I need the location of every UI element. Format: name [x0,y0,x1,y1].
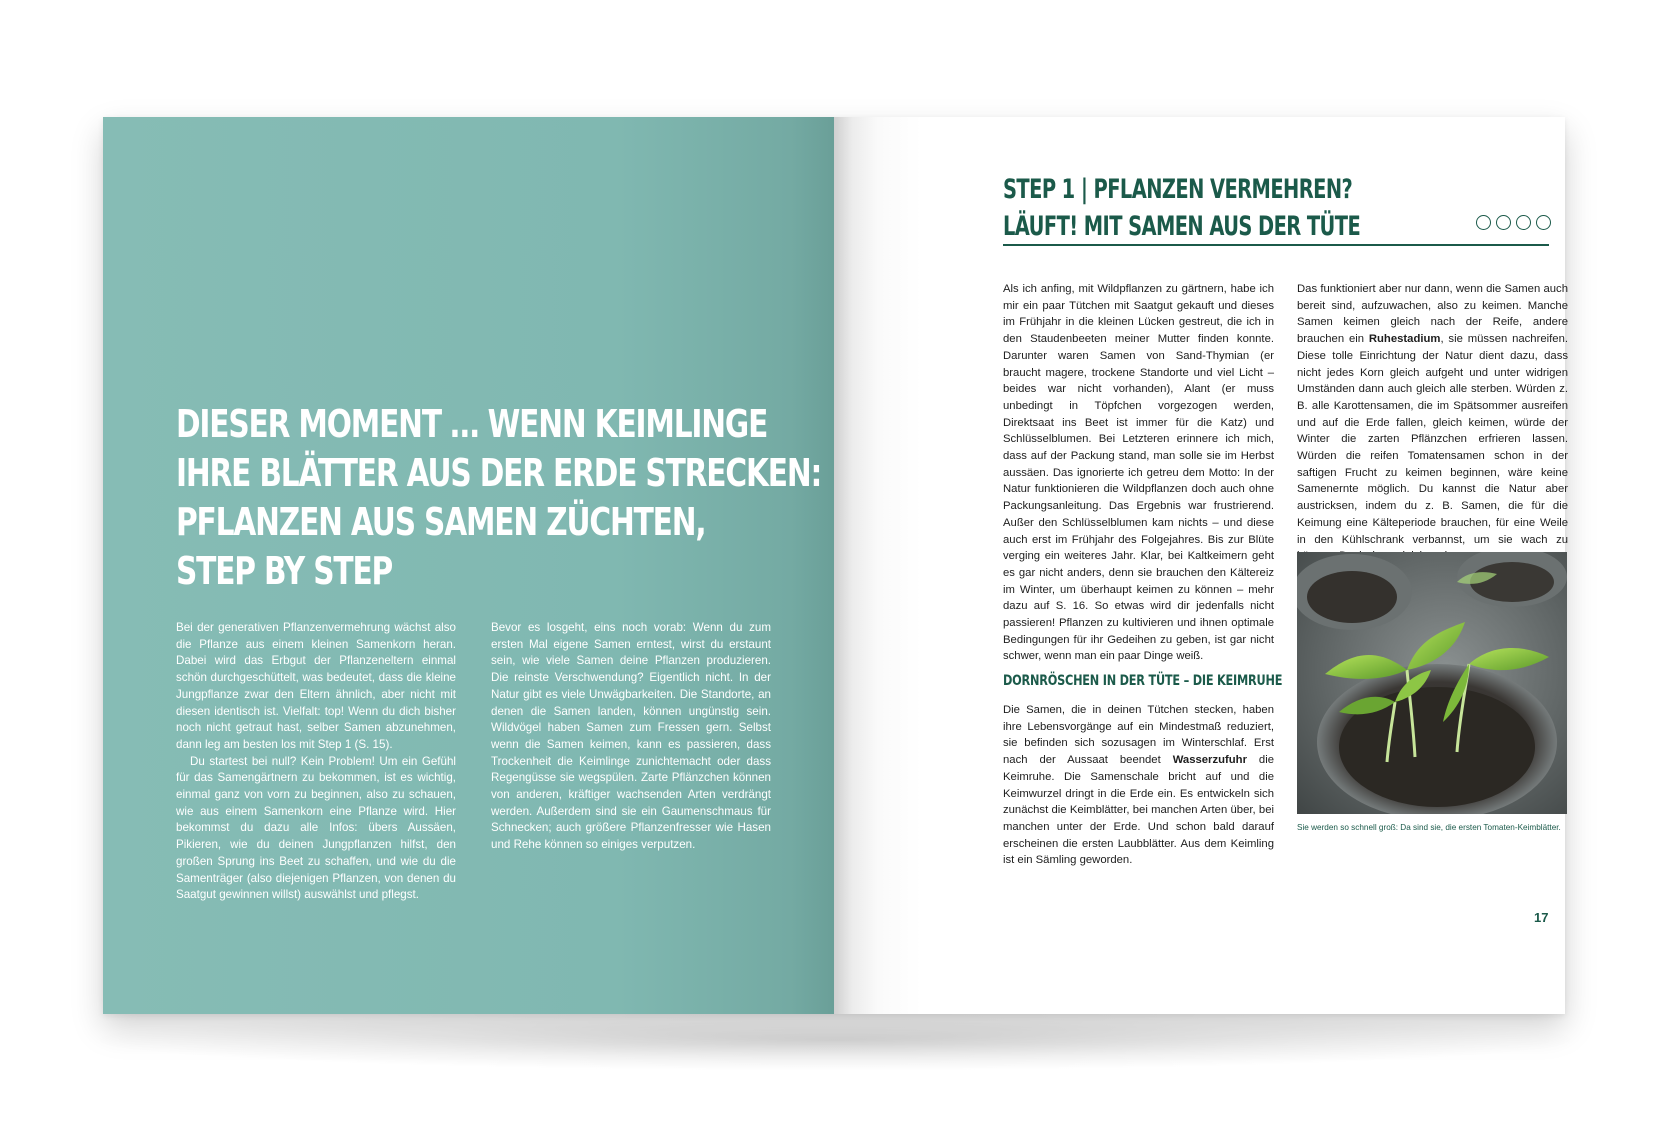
progress-dot-icon [1536,215,1551,230]
body-column-1 [1003,281,1274,665]
body-column-1-section [1003,702,1274,869]
body-text: Die Samen, die in deinen Tütchen stecken, haben ihre Lebensvorgänge auf ein Mindestmaß reduziert, sie befinden sich sozusagen im Winterschlaf. Erst nach der Aussaat beendet [1003,704,1274,767]
step-title-line-2: LÄUFT! MIT SAMEN AUS DER TÜTE [1003,211,1361,242]
intro-paragraph: Bevor es losgeht, eins noch vorab: Wenn du zum ersten Mal eigene Samen erntest, wirst du erstaunt sein, wie viele Samen deine Pflanzen produzieren. Die reinste Verschwendung? Eigentlich nicht. In der Natur gibt es viele Unwägbarkeiten. Die Standorte, an denen die Samen landen, können ungünstig sein. Wildvögel haben Samen zum Fressen gern. Selbst wenn die Samen keimen, kann es passieren, dass Trockenheit die Keimlinge zunichtemacht oder dass Regengüsse sie wegspülen. Zarte Pflänzchen können von anderen, kräftiger wachsenden Arten verdrängt werden. Außerdem sind sie ein Gaumenschmaus für Schnecken; auch größere Pflanzenfresser wie Hasen und Rehe können so einiges verputzen. [491,621,771,852]
body-text: die Keimruhe. Die Samenschale bricht auf und die Keimwurzel dringt in die Erde ein. Es entwickeln sich zunächst die Keimblätter, bei manchen Arten über, bei manchen unter der Erde. Und schon bald darauf erscheinen die ersten Laubblätter. Aus dem Keimling ist ein Sämling geworden. [1003,754,1274,867]
bold-term: Wasserzufuhr [1172,754,1247,767]
seedling-photo [1297,552,1567,814]
progress-dot-icon [1516,215,1531,230]
headline-line: IHRE BLÄTTER AUS DER ERDE STRECKEN: [176,451,822,495]
bold-term: Ruhestadium [1368,333,1441,346]
body-paragraph [1003,702,1274,869]
right-page [834,117,1568,1014]
book-shadow [100,1010,1570,1070]
seedling-illustration [1297,552,1567,814]
photo-caption: Sie werden so schnell groß: Da sind sie, die ersten Tomaten-Keimblätter. [1297,823,1561,832]
headline-line: PFLANZEN AUS SAMEN ZÜCHTEN, [176,500,706,544]
step-progress-dots [1476,215,1551,230]
book-spread [103,117,1568,1014]
headline-line: STEP BY STEP [176,549,393,593]
chapter-headline [176,400,822,596]
body-column-2 [1297,281,1568,565]
step-title [1003,171,1360,245]
section-subheading: DORNRÖSCHEN IN DER TÜTE – DIE KEIMRUHE [1003,673,1283,689]
body-text: Das funktioniert aber nur dann, wenn die Samen auch bereit sind, aufzuwachen, also zu keimen. Manche Samen keimen gleich nach der Reife, andere brauchen ein [1297,283,1568,346]
page-number: 17 [1534,910,1549,925]
body-paragraph: Als ich anfing, mit Wildpflanzen zu gärtnern, habe ich mir ein paar Tütchen mit Saatgut gekauft und dieses im Frühjahr in die kleinen Lücken gestreut, die ich in den Staudenbeeten meiner Mutter finden konnte. Darunter waren Samen von Sand-Thymian (er braucht magere, trockene Standorte und viel Licht – beides war nicht vorhanden), Alant (er muss unbedingt in Töpfchen vorgezogen werden, Direktsaat ins Beet ist immer für die Katz) und Schlüsselblumen. Bei Letzteren erinnere ich mich, dass auf der Packung stand, man solle sie im Herbst aussäen. Das ignorierte ich getreu dem Motto: In der Natur funktionieren die Wildpflanzen doch auch ohne Packungsanleitung. Das Ergebnis war frustrierend. Außer den Schlüsselblumen kam nichts – und diese auch erst im Frühjahr des Folgejahres. Bis zur Blüte verging ein weiteres Jahr. Klar, bei Kaltkeimern geht es gar nicht anders, denn sie brauchen den Kältereiz im Winter, um überhaupt keimen zu können – mehr dazu auf S. 16. So etwas wird dir jedenfalls nicht passieren! Pflanzen zu kultivieren und ihnen optimale Bedingungen für ihr Gedeihen zu geben, ist gar nicht schwer, wenn man ein paar Dinge weiß. [1003,283,1274,663]
step-title-line-1: STEP 1 | PFLANZEN VERMEHREN? [1003,174,1353,205]
left-page [103,117,834,1014]
progress-dot-icon [1496,215,1511,230]
title-divider [1003,244,1549,246]
intro-paragraph: Du startest bei null? Kein Problem! Um ein Gefühl für das Samengärtnern zu bekommen, ist es wichtig, einmal ganz von vorn zu beginnen, also zu schauen, wie aus einem Samenkorn eine Pflanze wird. Hier bekommst du dazu alle Infos: übers Aussäen, Pikieren, wie du deinen Jungpflanzen hilfst, den großen Sprung ins Beet zu schaffen, und wie du die Samenträger (also diejenigen Pflanzen, von denen du Saatgut gewinnen willst) auswählst und pflegst. [176,754,456,902]
body-text: , sie müssen nachreifen. Diese tolle Einrichtung der Natur dient dazu, dass nicht jedes Korn gleich aufgeht und unter widrigen Umständen dann auch gleich alle sterben. Würden z. B. alle Karottensamen, die im Spätsommer ausreifen und auf die Erde fallen, gleich keimen, würde der Winter die zarten Pflänzchen erfrieren lassen. Würden die reifen Tomatensamen schon in der saftigen Frucht zu keimen beginnen, wäre keine Samenernte möglich. Du kannst die Natur aber austricksen, indem du z. B. Samen, die für die Keimung eine Kälteperiode brauchen, für eine Weile in den Kühlschrank verbannst, um sie wach zu [1297,333,1568,546]
headline-line: DIESER MOMENT … WENN KEIMLINGE [176,402,768,446]
intro-paragraph: Bei der generativen Pflanzenvermehrung wächst also die Pflanze aus einem kleinen Samenkorn heran. Dabei wird das Erbgut der Pflanzeneltern einmal schön durchgeschüttelt, was bedeutet, dass die kleine Jungpflanze zwar den Eltern ähnlich, aber nicht mit diesen identisch ist. Vielfalt: top! Wenn du dich bisher noch nicht getraut hast, selber Samen abzunehmen, dann leg am besten los mit Step 1 (S. 15). [176,621,456,751]
body-paragraph [1297,281,1568,565]
intro-column-1 [176,620,456,904]
progress-dot-filled-icon [1476,215,1491,230]
intro-column-2 [491,620,771,854]
